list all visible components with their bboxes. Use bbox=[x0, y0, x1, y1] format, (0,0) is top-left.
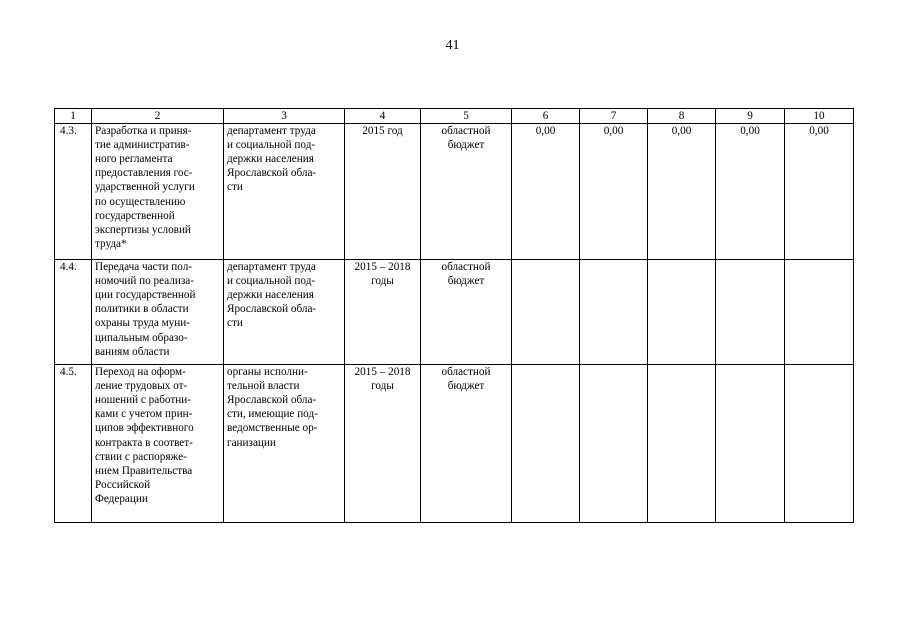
value-cell bbox=[716, 260, 785, 365]
table-row bbox=[55, 260, 854, 365]
executor: департамент труда и социальной под- держки населения Ярославской обла- сти bbox=[224, 124, 345, 260]
column-header: 9 bbox=[716, 109, 785, 124]
column-header: 1 bbox=[55, 109, 92, 124]
value-cell: 0,00 bbox=[580, 124, 648, 260]
header-row bbox=[55, 109, 854, 124]
column-header: 5 bbox=[421, 109, 512, 124]
value-cell: 0,00 bbox=[512, 124, 580, 260]
funding-source: областной бюджет bbox=[421, 365, 512, 523]
column-header: 6 bbox=[512, 109, 580, 124]
value-cell bbox=[580, 365, 648, 523]
value-cell bbox=[512, 365, 580, 523]
value-cell: 0,00 bbox=[648, 124, 716, 260]
page-number: 41 bbox=[445, 38, 460, 53]
column-header: 10 bbox=[785, 109, 854, 124]
column-header: 7 bbox=[580, 109, 648, 124]
activity-name: Переход на оформ- ление трудовых от- ношений с работни- ками с учетом прин- ципов эффективного контракта в соответ- ствии с распоряже- нием Правительства Российской Федерации bbox=[92, 365, 224, 523]
row-number: 4.3. bbox=[55, 124, 92, 260]
value-cell: 0,00 bbox=[785, 124, 854, 260]
activity-name: Передача части пол- номочий по реализа- ции государственной политики в области охраны труда муни- ципальным образо- ваниям области bbox=[92, 260, 224, 365]
funding-source: областной бюджет bbox=[421, 124, 512, 260]
executor: органы исполни- тельной власти Ярославской обла- сти, имеющие под- ведомственные ор- ганизации bbox=[224, 365, 345, 523]
period: 2015 – 2018 годы bbox=[345, 365, 421, 523]
row-number: 4.5. bbox=[55, 365, 92, 523]
value-cell bbox=[716, 365, 785, 523]
table-row bbox=[55, 124, 854, 260]
period: 2015 год bbox=[345, 124, 421, 260]
row-number: 4.4. bbox=[55, 260, 92, 365]
value-cell bbox=[785, 365, 854, 523]
value-cell bbox=[512, 260, 580, 365]
column-header: 2 bbox=[92, 109, 224, 124]
column-header: 3 bbox=[224, 109, 345, 124]
value-cell: 0,00 bbox=[716, 124, 785, 260]
executor: департамент труда и социальной под- держки населения Ярославской обла- сти bbox=[224, 260, 345, 365]
value-cell bbox=[580, 260, 648, 365]
value-cell bbox=[648, 365, 716, 523]
column-header: 4 bbox=[345, 109, 421, 124]
table-row bbox=[55, 365, 854, 523]
program-activities-table bbox=[54, 108, 854, 523]
period: 2015 – 2018 годы bbox=[345, 260, 421, 365]
value-cell bbox=[648, 260, 716, 365]
activity-name: Разработка и приня- тие административ- ного регламента предоставления гос- ударственной услуги по осуществлению государственной экспертизы условий труда* bbox=[92, 124, 224, 260]
column-header: 8 bbox=[648, 109, 716, 124]
funding-source: областной бюджет bbox=[421, 260, 512, 365]
value-cell bbox=[785, 260, 854, 365]
